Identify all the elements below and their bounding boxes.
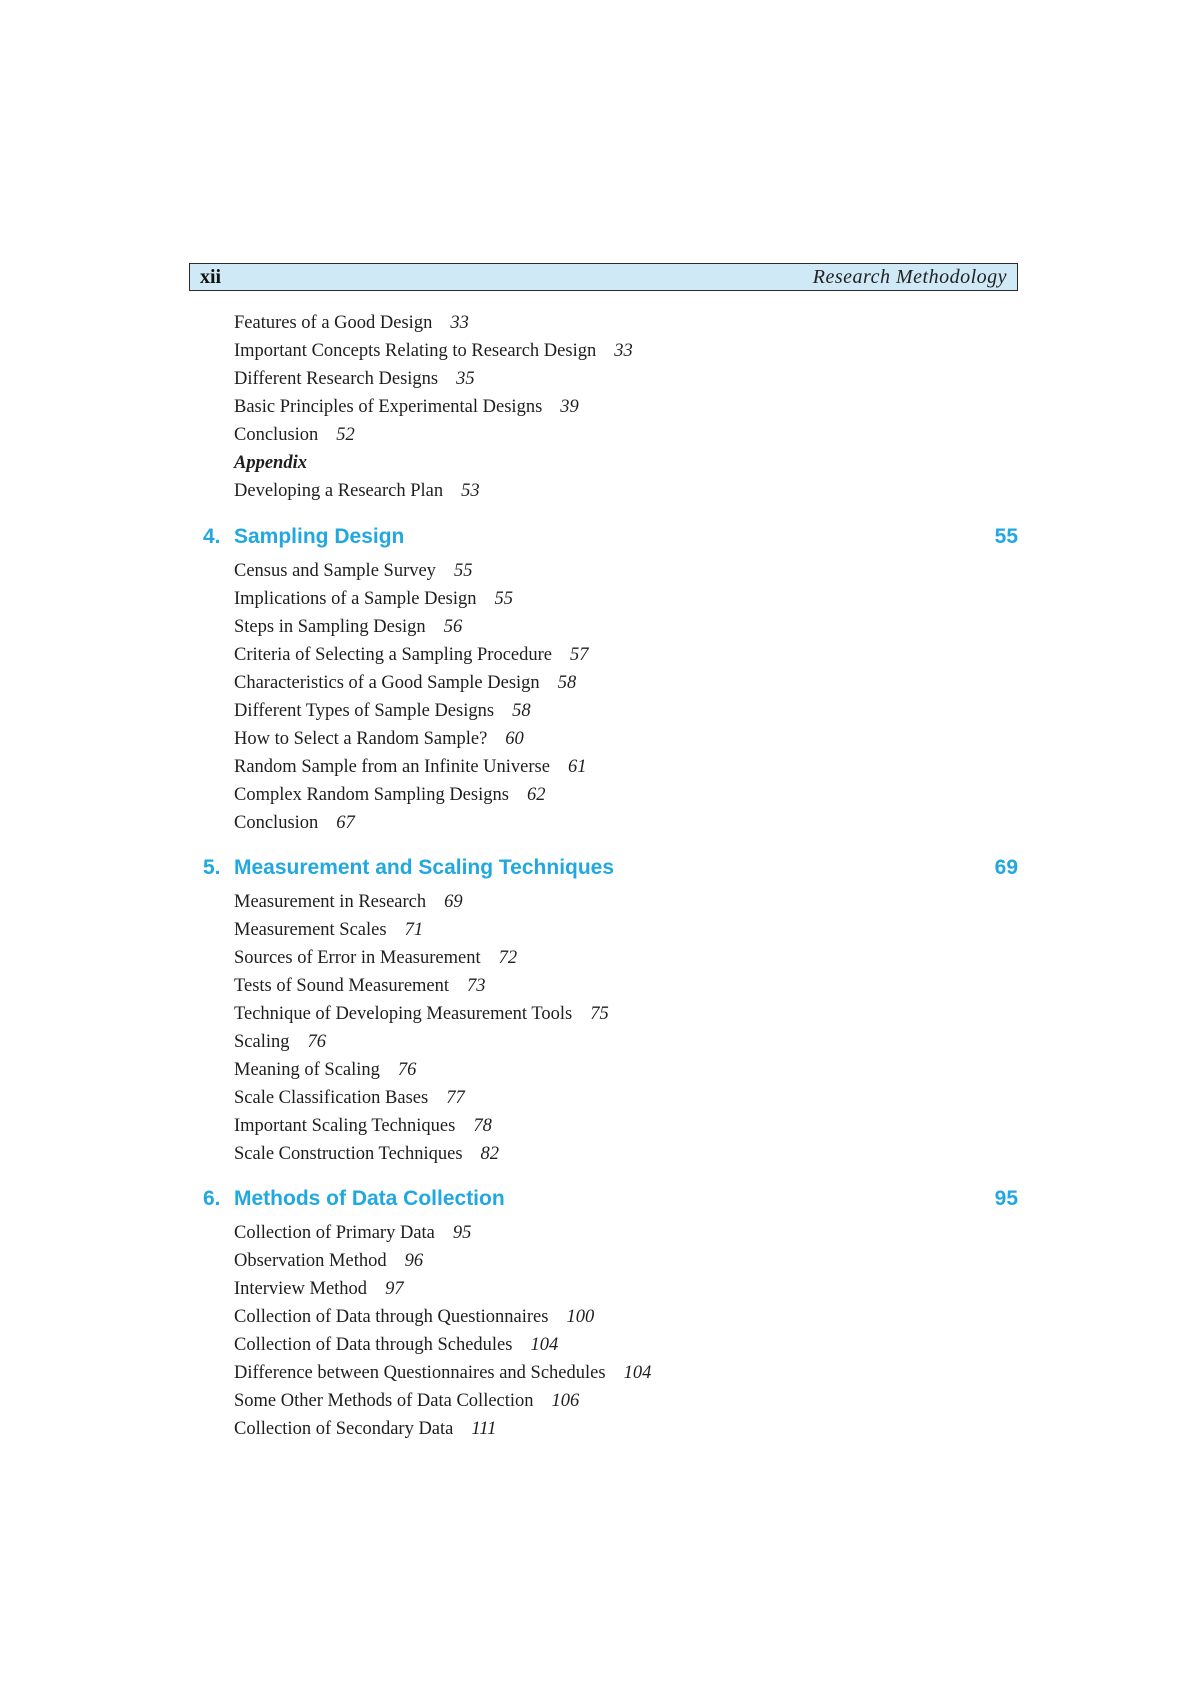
toc-entry[interactable] bbox=[234, 1250, 423, 1272]
toc-entry-page: 53 bbox=[461, 481, 480, 501]
toc-entry[interactable] bbox=[234, 700, 531, 722]
toc-entry-title: Interview Method bbox=[234, 1279, 368, 1299]
toc-entry-page: 33 bbox=[450, 313, 469, 333]
toc-entry-page: 77 bbox=[446, 1088, 465, 1108]
toc-entry[interactable] bbox=[234, 947, 517, 969]
toc-entry[interactable] bbox=[234, 1222, 471, 1244]
toc-entry-page: 33 bbox=[614, 341, 633, 361]
toc-entry-page: 55 bbox=[453, 561, 473, 581]
toc-entry-title: Meaning of Scaling bbox=[234, 1060, 380, 1080]
toc-entry-title: Tests of Sound Measurement bbox=[234, 976, 450, 996]
page-number: xii bbox=[200, 265, 222, 288]
toc-entry-title: Observation Method bbox=[234, 1251, 387, 1271]
toc-entry-page: 76 bbox=[397, 1060, 417, 1080]
chapter-heading[interactable] bbox=[203, 856, 1018, 880]
toc-entry-page: 61 bbox=[567, 757, 587, 777]
toc-entry-title: Measurement in Research bbox=[234, 892, 427, 912]
toc-entry-title: Measurement Scales bbox=[234, 920, 387, 940]
toc-entry[interactable] bbox=[234, 340, 633, 362]
toc-entry[interactable] bbox=[234, 1278, 404, 1300]
toc-entry[interactable] bbox=[234, 480, 480, 502]
running-head bbox=[189, 263, 1018, 291]
toc-entry[interactable] bbox=[234, 672, 576, 694]
chapter-page: 55 bbox=[994, 525, 1018, 548]
toc-entry[interactable] bbox=[234, 588, 513, 610]
toc-entry-page: 75 bbox=[590, 1004, 609, 1024]
toc-entry-page: 78 bbox=[473, 1116, 492, 1136]
toc-entry-page: 35 bbox=[456, 369, 475, 389]
toc-entry-page: 67 bbox=[336, 813, 355, 833]
toc-entry-page: 69 bbox=[444, 892, 463, 912]
toc-entry-page: 57 bbox=[570, 645, 589, 665]
toc-entry-title: Criteria of Selecting a Sampling Procedure bbox=[234, 645, 553, 665]
toc-entry-title: Census and Sample Survey bbox=[234, 561, 436, 581]
toc-entry[interactable] bbox=[234, 975, 486, 997]
toc-entry-title: Important Concepts Relating to Research Design bbox=[234, 341, 597, 361]
toc-entry-page: 62 bbox=[526, 785, 546, 805]
toc-entry-page: 104 bbox=[530, 1335, 559, 1355]
toc-entry-title: Different Types of Sample Designs bbox=[234, 701, 495, 721]
toc-entry[interactable] bbox=[234, 312, 469, 334]
toc-entry[interactable] bbox=[234, 891, 463, 913]
toc-entry-title: Collection of Data through Questionnaires bbox=[234, 1307, 549, 1327]
chapter-heading[interactable] bbox=[203, 1187, 1018, 1211]
toc-entry-title: Scale Classification Bases bbox=[234, 1088, 429, 1108]
toc-entry-page: 55 bbox=[494, 589, 514, 609]
toc-entry-page: 52 bbox=[336, 425, 355, 445]
toc-entry-title: Conclusion bbox=[234, 425, 319, 445]
toc-entry-title: Technique of Developing Measurement Tools bbox=[234, 1004, 573, 1024]
toc-entry-title: Difference between Questionnaires and Schedules bbox=[234, 1363, 606, 1383]
toc-entry-page: 72 bbox=[498, 948, 518, 968]
toc-entry-title: Scale Construction Techniques bbox=[234, 1144, 463, 1164]
toc-entry[interactable] bbox=[234, 1031, 326, 1053]
toc-entry[interactable] bbox=[234, 728, 524, 750]
toc-entry[interactable] bbox=[234, 1003, 609, 1025]
toc-entry-title: Scaling bbox=[234, 1032, 290, 1052]
toc-entry[interactable] bbox=[234, 368, 475, 390]
toc-entry[interactable] bbox=[234, 1059, 416, 1081]
toc-entry[interactable] bbox=[234, 560, 472, 582]
toc-entry-title: Conclusion bbox=[234, 813, 319, 833]
toc-entry[interactable] bbox=[234, 644, 589, 666]
toc-entry-title: How to Select a Random Sample? bbox=[234, 729, 488, 749]
toc-entry[interactable] bbox=[234, 1306, 594, 1328]
chapter-title: Methods of Data Collection bbox=[234, 1187, 505, 1210]
toc-entry-title: Sources of Error in Measurement bbox=[234, 948, 481, 968]
toc-entry[interactable] bbox=[234, 396, 579, 418]
toc-entry-page: 60 bbox=[505, 729, 524, 749]
chapter-number: 6. bbox=[203, 1187, 221, 1210]
toc-entry[interactable] bbox=[234, 1418, 496, 1440]
toc-entry[interactable] bbox=[234, 919, 423, 941]
toc-entry-title: Features of a Good Design bbox=[234, 313, 433, 333]
chapter-title: Sampling Design bbox=[234, 525, 405, 548]
toc-entry-page: 106 bbox=[551, 1391, 580, 1411]
toc-entry-page: 96 bbox=[404, 1251, 424, 1271]
toc-entry-title: Some Other Methods of Data Collection bbox=[234, 1391, 534, 1411]
toc-entry-page: 104 bbox=[623, 1363, 652, 1383]
toc-entry-page: 95 bbox=[452, 1223, 472, 1243]
toc-entry[interactable] bbox=[234, 1362, 651, 1384]
toc-entry-title: Random Sample from an Infinite Universe bbox=[234, 757, 550, 777]
chapter-number: 4. bbox=[203, 525, 221, 548]
toc-entry[interactable] bbox=[234, 424, 355, 446]
toc-entry-page: 58 bbox=[557, 673, 577, 693]
appendix-heading: Appendix bbox=[234, 453, 307, 473]
toc-entry-page: 76 bbox=[307, 1032, 326, 1052]
toc-entry-title: Basic Principles of Experimental Designs bbox=[234, 397, 543, 417]
toc-entry[interactable] bbox=[234, 812, 355, 834]
toc-entry[interactable] bbox=[234, 1143, 499, 1165]
toc-entry-title: Complex Random Sampling Designs bbox=[234, 785, 509, 805]
chapter-page: 69 bbox=[994, 856, 1018, 879]
toc-entry-title: Steps in Sampling Design bbox=[234, 617, 426, 637]
toc-entry-title: Collection of Primary Data bbox=[234, 1223, 435, 1243]
toc-entry[interactable] bbox=[234, 1390, 579, 1412]
chapter-page: 95 bbox=[994, 1187, 1018, 1210]
chapter-number: 5. bbox=[203, 856, 221, 879]
toc-entry-page: 58 bbox=[512, 701, 531, 721]
toc-entry-title: Collection of Secondary Data bbox=[234, 1419, 454, 1439]
toc-entry-page: 100 bbox=[566, 1307, 595, 1327]
toc-entry[interactable] bbox=[234, 1115, 492, 1137]
toc-entry-title: Important Scaling Techniques bbox=[234, 1116, 456, 1136]
chapter-title: Measurement and Scaling Techniques bbox=[234, 856, 615, 879]
toc-entry-page: 39 bbox=[560, 397, 579, 417]
toc-entry-title: Different Research Designs bbox=[234, 369, 439, 389]
book-title: Research Methodology bbox=[812, 265, 1007, 288]
toc-entry-page: 71 bbox=[404, 920, 424, 940]
toc-entry-title: Collection of Data through Schedules bbox=[234, 1335, 513, 1355]
toc-entry[interactable] bbox=[234, 756, 586, 778]
toc-entry[interactable] bbox=[234, 616, 462, 638]
toc-entry-page: 97 bbox=[385, 1279, 404, 1299]
toc-entry-page: 73 bbox=[467, 976, 486, 996]
chapter-heading[interactable] bbox=[203, 525, 1018, 549]
toc-entry[interactable] bbox=[234, 784, 545, 806]
toc-entry-title: Characteristics of a Good Sample Design bbox=[234, 673, 540, 693]
toc-entry[interactable] bbox=[234, 1087, 465, 1109]
toc-entry-title: Implications of a Sample Design bbox=[234, 589, 477, 609]
toc-entry-page: 82 bbox=[480, 1144, 500, 1164]
toc-entry-page: 111 bbox=[471, 1419, 497, 1439]
toc-entry-page: 56 bbox=[443, 617, 463, 637]
toc-entry-title: Developing a Research Plan bbox=[234, 481, 444, 501]
toc-entry[interactable] bbox=[234, 1334, 558, 1356]
